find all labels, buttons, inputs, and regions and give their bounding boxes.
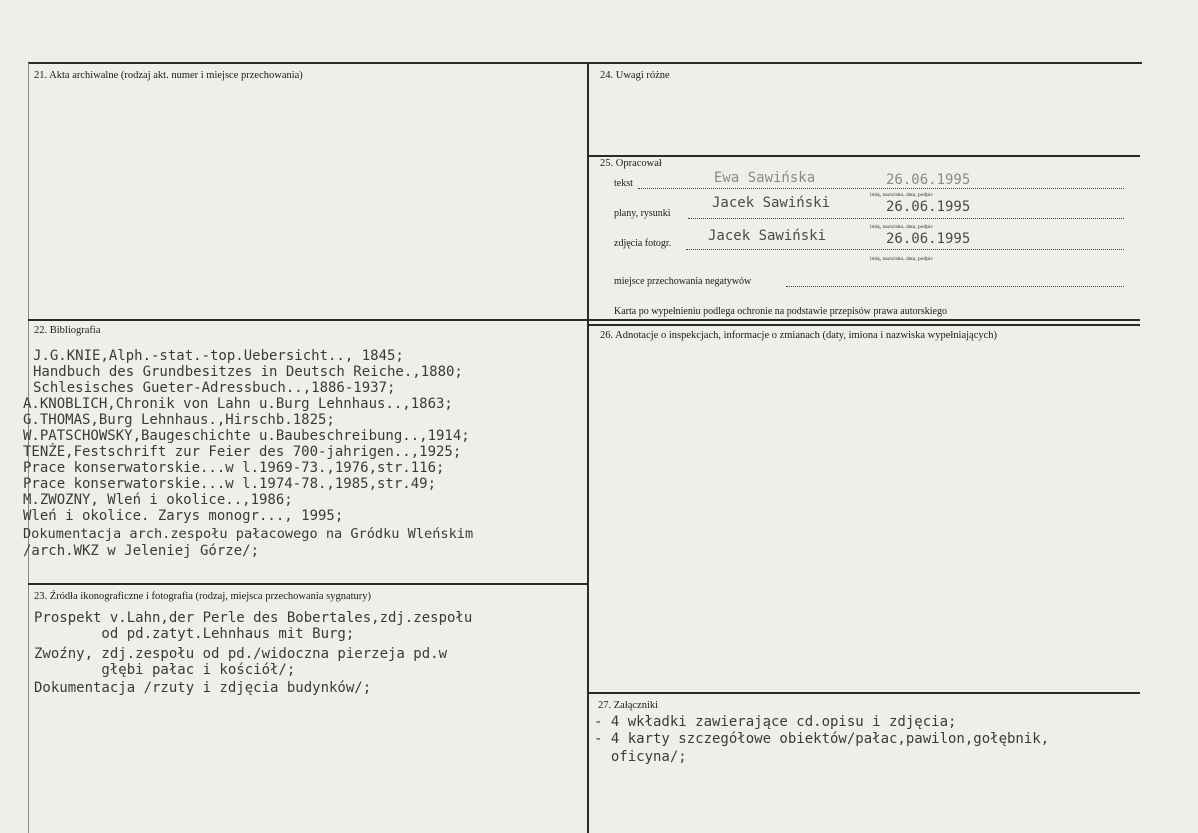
bibliography-line: Schlesisches Gueter-Adressbuch..,1886-1937; <box>33 380 396 396</box>
iconography-line: głębi pałac i kościół/; <box>34 662 296 678</box>
bibliography-line: Prace konserwatorskie...w l.1974-78.,1985,str.49; <box>23 476 437 492</box>
bibliography-line: A.KNOBLICH,Chronik von Lahn u.Burg Lehnhaus..,1863; <box>23 396 453 412</box>
tekst-dotted-line <box>638 188 1124 189</box>
bibliography-line: M.ZWOZNY, Wleń i okolice..,1986; <box>23 492 293 508</box>
negatywy-label: miejsce przechowania negatywów <box>614 276 752 287</box>
zdjecia-label: zdjęcia fotogr. <box>614 238 672 249</box>
tekst-date: 26.06.1995 <box>886 172 971 188</box>
bibliography-line: Wleń i okolice. Zarys monogr..., 1995; <box>23 508 344 524</box>
bibliography-line: G.THOMAS,Burg Lehnhaus.,Hirschb.1825; <box>23 412 335 428</box>
bibliography-line: /arch.WKZ w Jeleniej Górze/; <box>23 543 260 559</box>
zdjecia-author: Jacek Sawiński <box>708 228 827 244</box>
negatywy-dotted-line <box>786 286 1124 287</box>
section-26-title: 26. Adnotacje o inspekcjach, informacje o zmianach (daty, imiona i nazwiska wypełniających) <box>600 330 998 341</box>
attachment-line: oficyna/; <box>594 749 687 765</box>
bibliography-line: Dokumentacja arch.zespołu pałacowego na Gródku Wleńskim <box>23 526 474 542</box>
divider-26-27 <box>588 692 1140 694</box>
plany-date: 26.06.1995 <box>886 199 971 215</box>
iconography-line: Dokumentacja /rzuty i zdjęcia budynków/; <box>34 680 372 696</box>
tekst-label: tekst <box>614 178 633 189</box>
plany-dotted-line <box>688 218 1124 219</box>
divider-21-22 <box>28 319 1140 321</box>
plany-caption: imię, nazwisko, data, podpis <box>870 224 933 230</box>
bibliography-line: W.PATSCHOWSKY,Baugeschichte u.Baubeschreibung..,1914; <box>23 428 470 444</box>
attachment-line: - 4 wkładki zawierające cd.opisu i zdjęcia; <box>594 714 957 730</box>
attachment-line: - 4 karty szczegółowe obiektów/pałac,pawilon,gołębnik, <box>594 731 1050 747</box>
tekst-caption: imię, nazwisko, data, podpis <box>870 192 933 198</box>
section-25-title: 25. Opracował <box>600 158 662 169</box>
iconography-line: od pd.zatyt.Lehnhaus mit Burg; <box>34 626 355 642</box>
zdjecia-caption: imię, nazwisko, data, podpis <box>870 256 933 262</box>
plany-label: plany, rysunki <box>614 208 671 219</box>
iconography-line: Prospekt v.Lahn,der Perle des Bobertales,zdj.zespołu <box>34 610 473 626</box>
bibliography-line: TENŻE,Festschrift zur Feier des 700-jahrigen..,1925; <box>23 444 462 460</box>
bibliography-line: Handbuch des Grundbesitzes in Deutsch Reiche.,1880; <box>33 364 463 380</box>
copyright-note: Karta po wypełnieniu podlega ochronie na podstawie przepisów prawa autorskiego <box>614 306 947 317</box>
divider-25-26 <box>588 324 1140 326</box>
section-24-title: 24. Uwagi różne <box>600 70 670 81</box>
plany-author: Jacek Sawiński <box>712 195 831 211</box>
section-21-title: 21. Akta archiwalne (rodzaj akt. numer i miejsce przechowania) <box>34 70 303 81</box>
top-border-line <box>28 62 1142 64</box>
tekst-author: Ewa Sawińska <box>714 170 816 186</box>
bibliography-line: Prace konserwatorskie...w l.1969-73.,1976,str.116; <box>23 460 445 476</box>
section-27-title: 27. Załączniki <box>598 700 659 711</box>
zdjecia-dotted-line <box>686 249 1124 250</box>
section-22-title: 22. Bibliografia <box>34 325 101 336</box>
divider-22-23 <box>28 583 588 585</box>
divider-24-25 <box>588 155 1140 157</box>
bibliography-line: J.G.KNIE,Alph.-stat.-top.Uebersicht.., 1845; <box>33 348 404 364</box>
iconography-line: Zwoźny, zdj.zespołu od pd./widoczna pierzeja pd.w <box>34 646 448 662</box>
section-23-title: 23. Źródła ikonograficzne i fotografia (rodzaj, miejsca przechowania sygnatury) <box>34 591 372 602</box>
center-divider-line <box>587 63 589 833</box>
zdjecia-date: 26.06.1995 <box>886 231 971 247</box>
